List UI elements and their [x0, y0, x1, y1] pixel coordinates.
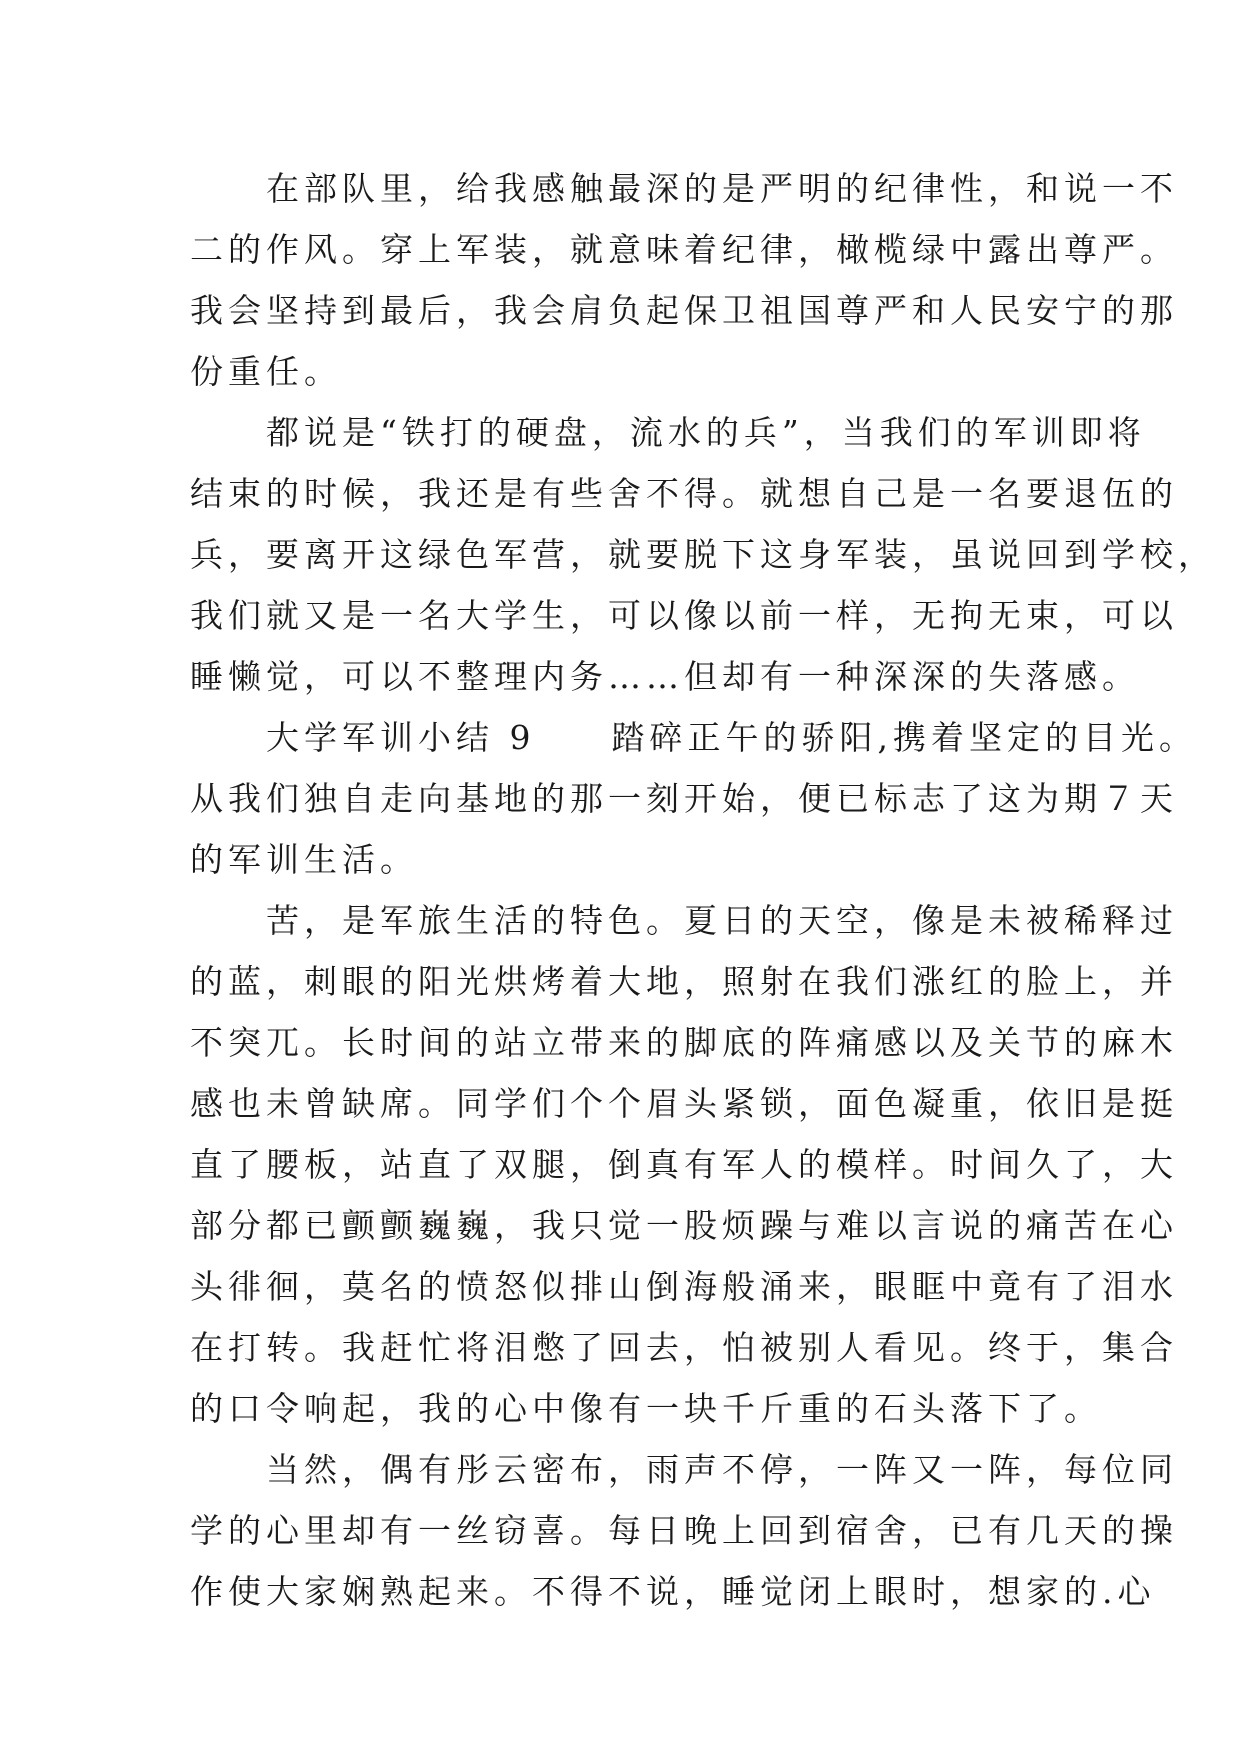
- text-line: 结束的时候，我还是有些舍不得。就想自己是一名要退伍的: [190, 474, 1178, 513]
- paragraph-4: [190, 890, 1178, 1439]
- text-line: 兵，要离开这绿色军营，就要脱下这身军装，虽说回到学校，: [190, 535, 1216, 574]
- text-line: 的军训生活。: [190, 840, 418, 879]
- text-line: 份重任。: [190, 352, 342, 391]
- text-line: 直了腰板，站直了双腿，倒真有军人的模样。时间久了，大: [190, 1145, 1178, 1184]
- text-line: 的蓝，刺眼的阳光烘烤着大地，照射在我们涨红的脸上，并: [190, 962, 1178, 1001]
- text-line: 苦，是军旅生活的特色。夏日的天空，像是未被稀释过: [190, 901, 1178, 940]
- text-line: 从我们独自走向基地的那一刻开始，便已标志了这为期７天: [190, 779, 1178, 818]
- text-line: 都说是“铁打的硬盘，流水的兵”，当我们的军训即将: [190, 413, 1146, 452]
- text-line: 我们就又是一名大学生，可以像以前一样，无拘无束，可以: [190, 596, 1178, 635]
- text-line: 大学军训小结 9 踏碎正午的骄阳,携着坚定的目光。: [190, 718, 1197, 757]
- text-line: 二的作风。穿上军装，就意味着纪律，橄榄绿中露出尊严。: [190, 230, 1178, 269]
- text-line: 作使大家娴熟起来。不得不说，睡觉闭上眼时，想家的.心: [190, 1572, 1156, 1611]
- text-line: 睡懒觉，可以不整理内务……但却有一种深深的失落感。: [190, 657, 1140, 696]
- text-line: 头徘徊，莫名的愤怒似排山倒海般涌来，眼眶中竟有了泪水: [190, 1267, 1178, 1306]
- text-line: 在部队里，给我感触最深的是严明的纪律性，和说一不: [190, 169, 1178, 208]
- text-line: 当然，偶有彤云密布，雨声不停，一阵又一阵，每位同: [190, 1450, 1178, 1489]
- text-line: 部分都已颤颤巍巍，我只觉一股烦躁与难以言说的痛苦在心: [190, 1206, 1178, 1245]
- text-line: 在打转。我赶忙将泪憋了回去，怕被别人看见。终于，集合: [190, 1328, 1178, 1367]
- paragraph-5: [190, 1439, 1178, 1622]
- paragraph-3: [190, 707, 1197, 890]
- text-line: 感也未曾缺席。同学们个个眉头紧锁，面色凝重，依旧是挺: [190, 1084, 1178, 1123]
- document-body: [190, 158, 1216, 1622]
- text-line: 的口令响起，我的心中像有一块千斤重的石头落下了。: [190, 1389, 1102, 1428]
- text-line: 学的心里却有一丝窃喜。每日晚上回到宿舍，已有几天的操: [190, 1511, 1178, 1550]
- paragraph-2: [190, 402, 1216, 707]
- paragraph-1: [190, 158, 1178, 402]
- text-line: 不突兀。长时间的站立带来的脚底的阵痛感以及关节的麻木: [190, 1023, 1178, 1062]
- text-line: 我会坚持到最后，我会肩负起保卫祖国尊严和人民安宁的那: [190, 291, 1178, 330]
